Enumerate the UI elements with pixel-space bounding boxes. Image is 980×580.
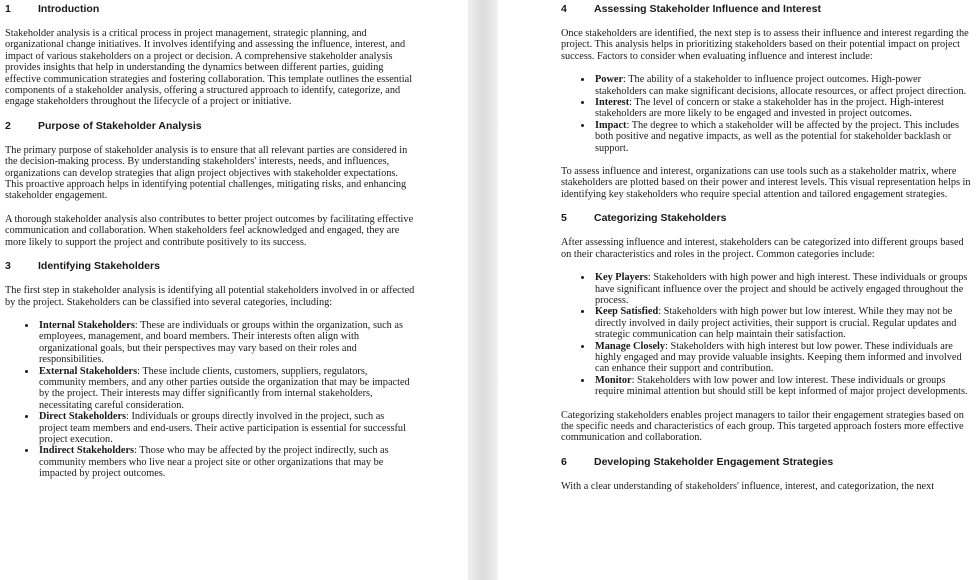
list-item-text: : The degree to which a stakeholder will be affected by the project. This includes both positive and negative impacts, as well as the potential for stakeholder backlash or support. [595, 119, 960, 154]
section-number: 5 [561, 212, 567, 225]
section-title: Categorizing Stakeholders [594, 212, 727, 225]
section-heading-engagement [561, 456, 975, 469]
list-item [593, 74, 975, 97]
paragraph: The primary purpose of stakeholder analysis is to ensure that all relevant parties are considered in the decision-making process. By understanding stakeholders' interests, needs, and influences, organizations can develop strategies that align project objectives with stakeholder expectations. This proactive approach helps in identifying potential challenges, mitigating risks, and enhancing stakeholder engagement. [5, 144, 408, 202]
list-item-term: Key Players [595, 272, 648, 284]
list-item [593, 97, 975, 120]
page-content [561, 0, 975, 504]
section-number: 6 [561, 455, 567, 468]
section-title: Purpose of Stakeholder Analysis [38, 119, 202, 132]
list-item-term: External Stakeholders [39, 365, 138, 377]
section-heading-purpose [5, 120, 415, 133]
document-page-left [0, 0, 468, 580]
page-gap [468, 0, 498, 580]
section-number: 1 [5, 3, 11, 15]
list-item [593, 375, 975, 398]
list-item [593, 120, 975, 154]
paragraph: Stakeholder analysis is a critical process in project management, strategic planning, and organizational change initiatives. It involves identifying and assessing the influence, interest, and impact of various stakeholders on a project or decision. A comprehensive stakeholder analysis provides insights that help in understanding the dynamics between different parties, guiding effective communication strategies and fostering collaboration. This template outlines the essential components of a stakeholder analysis, offering a structured approach to identify, categorize, and engage stakeholders throughout the lifecycle of a project or initiative. [5, 28, 413, 108]
list-item-term: Manage Closely [595, 340, 666, 352]
paragraph: With a clear understanding of stakeholders' influence, interest, and categorization, the next [561, 480, 935, 492]
section-heading-assessing [561, 3, 975, 16]
section-title: Assessing Stakeholder Influence and Interest [594, 3, 821, 15]
list-item [37, 366, 415, 412]
list-item-text: : Those who may be affected by the project indirectly, such as community members who live near a project site or other organizations that may be impacted by project outcomes. [39, 445, 389, 480]
list-item-term: Impact [595, 119, 627, 131]
list-item [593, 306, 975, 340]
list-item-term: Power [595, 74, 624, 86]
section-heading-categorizing [561, 212, 975, 225]
list-item-text: : The level of concern or stake a stakeholder has in the project. High-interest stakeholders are more likely to be engaged and invested in project outcomes. [595, 97, 945, 120]
section-title: Identifying Stakeholders [38, 260, 160, 273]
bullet-list [561, 74, 975, 154]
list-item-text: : Stakeholders with high power and high interest. These individuals or groups have significant influence over the project and should be actively engaged throughout the process. [595, 272, 968, 306]
section-number: 2 [5, 119, 11, 132]
paragraph: Categorizing stakeholders enables project managers to tailor their engagement strategies based on the specific needs and characteristics of each group. This targeted approach fosters more effective communication and collaboration. [561, 409, 964, 444]
list-item-term: Monitor [595, 374, 632, 386]
list-item-term: Direct Stakeholders [39, 411, 127, 423]
list-item [593, 272, 975, 306]
list-item-text: : Individuals or groups directly involved in the project, such as project team members and end-users. Their active participation is essential for successful project execution. [39, 411, 406, 445]
paragraph: Once stakeholders are identified, the next step is to assess their influence and interest regarding the project. This analysis helps in prioritizing stakeholders based on their potential impact on project success. Factors to consider when evaluating influence and interest include: [561, 28, 969, 62]
section-number: 4 [561, 3, 567, 15]
page-content [5, 0, 415, 492]
section-title: Developing Stakeholder Engagement Strategies [594, 455, 834, 468]
list-item [37, 411, 415, 445]
paragraph: After assessing influence and interest, stakeholders can be categorized into different groups based on their characteristics and roles in the project. Common categories include: [561, 237, 964, 260]
paragraph: A thorough stakeholder analysis also contributes to better project outcomes by facilitating effective communication and collaboration. When stakeholders feel acknowledged and engaged, they are more likely to support the project and contribute positively to its success. [5, 213, 414, 248]
list-item-text: : Stakeholders with low power and low interest. These individuals or groups require minimal attention but should still be kept informed of major project developments. [595, 374, 968, 398]
document-page-right [498, 0, 980, 580]
list-item-text: : The ability of a stakeholder to influence project outcomes. High-power stakeholders can make significant decisions, allocate resources, or affect project direction. [595, 74, 967, 97]
list-item-text: : Stakeholders with high power but low interest. While they may not be directly involved in daily project activities, their support is crucial. Regular updates and strategic communication can help maintain their satisfaction. [595, 306, 957, 341]
list-item-text: : Stakeholders with high interest but low power. These individuals are highly engaged and may provide valuable insights. Keeping them informed and involved can enhance their support and contribution. [595, 340, 962, 375]
section-heading-identifying [5, 260, 415, 273]
list-item [37, 320, 415, 366]
bullet-list [561, 272, 975, 397]
list-item-text: : These are individuals or groups within the organization, such as employees, management, and board members. Their interests often align with organizational goals, but their perspectives may vary based on their roles and responsibilities. [39, 319, 403, 366]
list-item-text: : These include clients, customers, suppliers, regulators, community members, and any other parties outside the organization that may be impacted by the project. Their interests may differ significantly from internal stakeholders, necessitating careful consideration. [39, 365, 410, 411]
list-item-term: Keep Satisfied [595, 306, 659, 318]
section-title: Introduction [38, 3, 100, 15]
list-item-term: Interest [595, 97, 630, 109]
section-number: 3 [5, 260, 11, 273]
bullet-list [5, 320, 415, 480]
list-item [593, 341, 975, 375]
list-item [37, 445, 415, 479]
paragraph: The first step in stakeholder analysis is identifying all potential stakeholders involved in or affected by the project. Stakeholders can be classified into several categories, including: [5, 285, 415, 308]
list-item-term: Indirect Stakeholders [39, 445, 135, 457]
list-item-term: Internal Stakeholders [39, 319, 135, 331]
paragraph: To assess influence and interest, organizations can use tools such as a stakeholder matrix, where stakeholders are plotted based on their power and interest levels. This visual representation helps in identifying key stakeholders who require special attention and tailored engagement strategies. [561, 166, 971, 200]
section-heading-introduction [5, 3, 415, 16]
